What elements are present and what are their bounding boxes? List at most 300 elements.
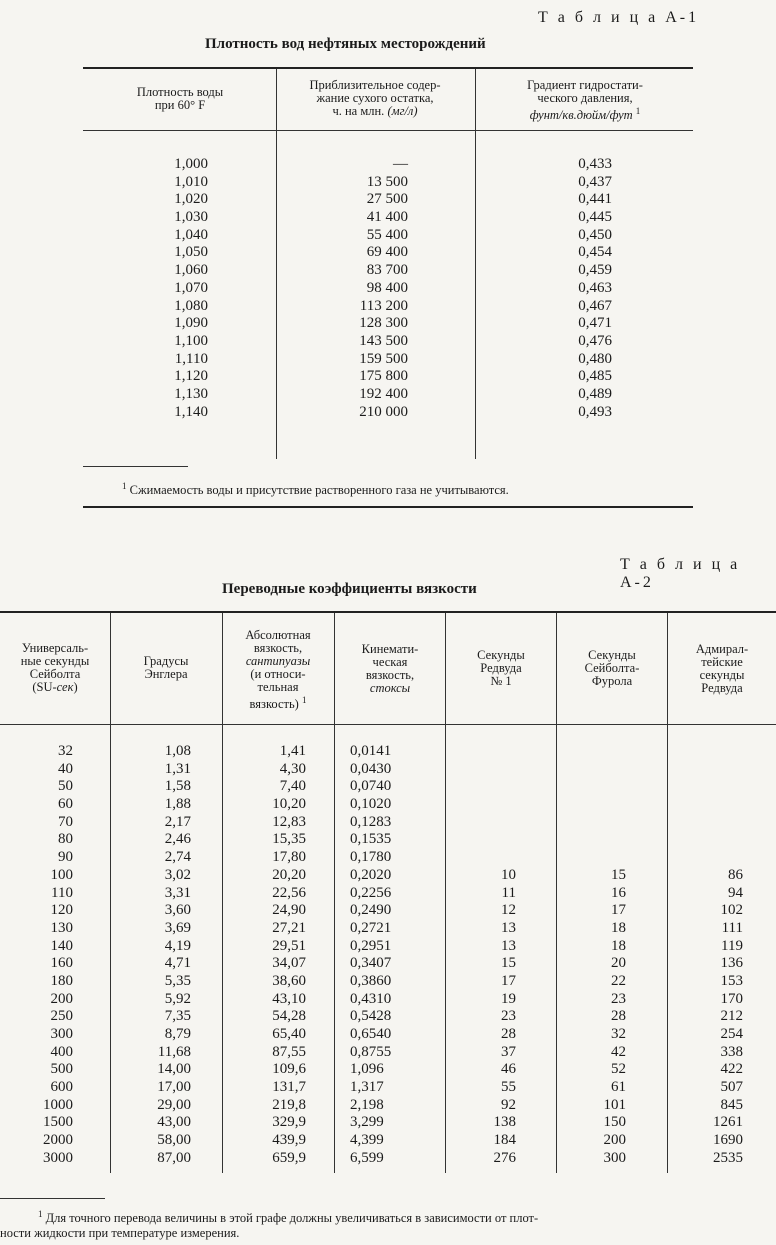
table2-header-su-seconds (2, 642, 108, 694)
table-cell: 0,441 (578, 191, 612, 208)
table-cell: 439,9 (272, 1132, 306, 1149)
table-cell: 1,41 (279, 743, 306, 759)
table-cell: 300 (603, 1149, 626, 1166)
table-cell: 200 (603, 1132, 626, 1149)
table-cell: 0,2721 (350, 919, 392, 936)
table-cell: 60 (58, 796, 73, 813)
table-cell: 150 (603, 1114, 626, 1131)
table-cell: 128 300 (359, 315, 408, 332)
table-cell: 29,00 (157, 1096, 191, 1113)
table2-header-admiralty (669, 643, 775, 695)
table-cell: 3,299 (350, 1114, 384, 1131)
table-cell: 0,489 (578, 385, 612, 402)
table-cell (580, 814, 626, 832)
table-cell: 50 (58, 778, 73, 795)
table2-footnote (0, 1207, 776, 1241)
table-cell: — (393, 156, 408, 172)
table-cell: 87,00 (157, 1149, 191, 1166)
table2-footnote-rule (0, 1198, 105, 1199)
table1-col-divider-2 (475, 69, 476, 459)
table-cell: 143 500 (359, 332, 408, 349)
table1-header-gradient-line1: Градиент гидростати- (527, 78, 643, 92)
table-cell: 1,88 (164, 796, 191, 813)
table-cell: 28 (611, 1008, 626, 1025)
table-cell: 659,9 (272, 1149, 306, 1166)
table-cell: 65,40 (272, 1026, 306, 1042)
table1-footnote-text: Сжимаемость воды и присутствие растворенного газа не учитываются. (129, 483, 509, 498)
table-cell: 2,17 (164, 813, 191, 830)
table-cell: 54,28 (272, 1008, 306, 1025)
table2-footnote-line1 (0, 1207, 776, 1226)
table2-header-abs-visc (224, 629, 332, 711)
table-cell: 184 (493, 1132, 516, 1149)
table-cell: 0,471 (578, 315, 612, 332)
table-cell: 109,6 (272, 1061, 306, 1078)
table-cell: 0,0740 (350, 778, 392, 795)
table2-header-su-line3: Сейболта (29, 667, 81, 681)
table-cell: 100 (50, 866, 73, 883)
table-cell: 28 (501, 1026, 516, 1042)
table1-header-rule (83, 130, 693, 131)
table-cell: 101 (603, 1096, 626, 1113)
table-cell: 22 (611, 972, 626, 989)
table-cell: 136 (720, 955, 743, 972)
table-cell: 4,19 (164, 937, 191, 954)
table-cell (580, 849, 626, 867)
table-cell: 2,74 (164, 849, 191, 866)
table-cell: 0,4310 (350, 990, 392, 1007)
table-cell: 1261 (713, 1114, 743, 1131)
table2-top-rule (0, 611, 776, 613)
table-cell: 1,080 (174, 297, 208, 314)
table-cell: 37 (501, 1043, 516, 1060)
table2-header-su-unit-c: ) (73, 680, 78, 694)
table-cell: 7,40 (279, 778, 306, 795)
table-cell: 12 (501, 902, 516, 919)
table-cell: 55 (501, 1079, 516, 1096)
table-cell: 1,060 (174, 262, 208, 279)
table2-header-kin-unit: стоксы (369, 681, 411, 695)
table-cell: 1,58 (164, 778, 191, 795)
table-cell: 0,454 (578, 244, 612, 261)
table1-header-gradient-unit: фунт/кв.дюйм/фут (529, 108, 633, 123)
table-cell: 29,51 (272, 937, 306, 954)
table-cell: 0,8755 (350, 1043, 392, 1060)
table-cell: 22,56 (272, 884, 306, 901)
table-cell: 1,31 (164, 760, 191, 777)
table1-header-residue (280, 79, 470, 118)
table-cell: 3,60 (164, 902, 191, 919)
table2-column-furol (580, 743, 626, 1168)
table-cell: 17,80 (272, 849, 306, 866)
table-cell: 43,10 (272, 990, 306, 1007)
table-cell: 0,480 (578, 350, 612, 367)
table2-header-admiralty-line2: тейские (701, 655, 743, 669)
table2-col-divider-1 (110, 613, 111, 1173)
table2-header-abs-line5: тельная (257, 680, 299, 694)
table-cell: 23 (611, 990, 626, 1007)
table-cell: 1,140 (174, 403, 208, 420)
table-cell: 58,00 (157, 1132, 191, 1149)
table-cell: 86 (728, 866, 743, 883)
table-cell: 16 (611, 884, 626, 901)
table2-col-divider-4 (445, 613, 446, 1173)
table-cell: 83 700 (366, 262, 408, 279)
table-cell: 1,070 (174, 279, 208, 296)
table2-header-redwood-line2: Редвуда (480, 661, 522, 675)
table-cell: 1000 (43, 1096, 73, 1113)
table-cell: 13 500 (366, 173, 408, 190)
table-cell: 61 (611, 1079, 626, 1096)
table-cell: 0,2256 (350, 884, 392, 901)
table1-header-residue-line2: жание сухого остатка, (316, 91, 434, 105)
table-cell: 0,459 (578, 262, 612, 279)
table2-header-abs-line1: Абсолютная (245, 628, 311, 642)
table2-header-furol (558, 649, 666, 688)
table-cell: 1,100 (174, 332, 208, 349)
table-cell: 507 (720, 1079, 743, 1096)
table1-number: Т а б л и ц а А-1 (538, 9, 700, 26)
table-cell: 102 (720, 902, 743, 919)
table2-footnote-text1: Для точного перевода величины в этой графе должны увеличиваться в зависимости от плот- (45, 1211, 539, 1226)
table-cell (690, 849, 743, 867)
table1-header-residue-line1: Приблизительное содер- (309, 78, 441, 92)
table1-header-gradient-line2: ческого давления, (537, 91, 633, 105)
table2-header-su-unit-b: сек (56, 680, 74, 694)
table2-header-admiralty-line1: Адмирал- (695, 642, 749, 656)
table-cell: 92 (501, 1096, 516, 1113)
table2-footnote-line2: ности жидкости при температуре измерения. (0, 1226, 240, 1241)
table-cell: 34,07 (272, 955, 306, 972)
table2-header-su-line4 (2, 681, 108, 694)
table1-footnote-mark: 1 (122, 481, 127, 491)
table-cell: 1,050 (174, 244, 208, 261)
table-cell: 2535 (713, 1149, 743, 1166)
table2-header-redwood-line3: № 1 (490, 674, 512, 688)
table-cell: 180 (50, 972, 73, 989)
table-cell: 14,00 (157, 1061, 191, 1078)
table2-header-kin-visc (336, 643, 444, 695)
table-cell (470, 796, 516, 814)
table1-header-density (90, 86, 270, 112)
table-cell: 0,437 (578, 173, 612, 190)
table-cell: 90 (58, 849, 73, 866)
table-cell: 94 (728, 884, 743, 901)
table2-col-divider-5 (556, 613, 557, 1173)
table-cell: 42 (611, 1043, 626, 1060)
table-cell: 0,0430 (350, 760, 392, 777)
table1-header-density-line2: при 60° F (154, 98, 206, 112)
table-cell: 1690 (713, 1132, 743, 1149)
table-cell: 24,90 (272, 902, 306, 919)
table-cell: 3,02 (164, 866, 191, 883)
table-cell: 2,46 (164, 831, 191, 848)
table1-column-residue (330, 156, 408, 421)
table2-header-furol-line2: Сейболта- (584, 661, 640, 675)
table-cell: 17 (501, 972, 516, 989)
table1-header-gradient (480, 79, 690, 122)
table-cell: 119 (721, 937, 743, 954)
table-cell: 1,317 (350, 1079, 384, 1096)
table-cell: 219,8 (272, 1096, 306, 1113)
table-cell: 0,1780 (350, 849, 392, 866)
table-cell (470, 778, 516, 796)
table-cell: 87,55 (272, 1043, 306, 1060)
table-cell (580, 831, 626, 849)
table-cell: 845 (720, 1096, 743, 1113)
table-cell: 138 (493, 1114, 516, 1131)
table-cell: 1,010 (174, 173, 208, 190)
table-cell: 20,20 (272, 866, 306, 883)
table2-header-abs-unit: сантипуазы (245, 654, 311, 668)
table-cell: 18 (611, 937, 626, 954)
table-cell: 210 000 (359, 403, 408, 420)
table-cell: 300 (50, 1026, 73, 1042)
table-cell: 1500 (43, 1114, 73, 1131)
table2-header-kin-line1: Кинемати- (361, 642, 419, 656)
table2-header-engler-line1: Градусы (143, 654, 189, 668)
table-cell: 159 500 (359, 350, 408, 367)
table-cell: 0,0141 (350, 743, 392, 759)
table1-col-divider-1 (276, 69, 277, 459)
table1-header-residue-line3 (280, 105, 470, 118)
table2-header-engler (112, 655, 220, 681)
table-cell: 10,20 (272, 796, 306, 813)
table-cell: 69 400 (366, 244, 408, 261)
table2-header-abs-line6 (224, 694, 332, 711)
table-cell: 15 (501, 955, 516, 972)
table-cell: 41 400 (366, 209, 408, 226)
table2-header-furol-line3: Фурола (591, 674, 633, 688)
table-cell: 422 (720, 1061, 743, 1078)
table2-header-redwood-line1: Секунды (477, 648, 525, 662)
table-cell: 0,5428 (350, 1008, 392, 1025)
table2-header-engler-line2: Энглера (144, 667, 188, 681)
table-cell: 120 (50, 902, 73, 919)
table-cell (580, 743, 626, 761)
table-cell (470, 743, 516, 761)
table-cell: 15 (611, 866, 626, 883)
table-cell: 0,2490 (350, 902, 392, 919)
table-cell (690, 761, 743, 779)
table-cell: 140 (50, 937, 73, 954)
table-cell: 98 400 (366, 279, 408, 296)
table-cell: 0,485 (578, 368, 612, 385)
table-cell: 0,450 (578, 226, 612, 243)
table-cell: 19 (501, 990, 516, 1007)
table2-header-abs-text: вязкость) (249, 697, 299, 712)
table-cell (580, 778, 626, 796)
table-cell: 3000 (43, 1149, 73, 1166)
table-cell: 0,1535 (350, 831, 392, 848)
table-cell: 1,020 (174, 191, 208, 208)
table-cell: 38,60 (272, 972, 306, 989)
table-cell: 10 (501, 866, 516, 883)
table-cell: 0,467 (578, 297, 612, 314)
table2-header-kin-line2: ческая (372, 655, 408, 669)
table-cell: 17 (611, 902, 626, 919)
table-cell: 32 (58, 743, 73, 759)
table-cell: 160 (50, 955, 73, 972)
table2-header-admiralty-line4: Редвуда (701, 681, 743, 695)
table-cell: 40 (58, 760, 73, 777)
table-cell: 110 (51, 884, 73, 901)
table-cell (690, 778, 743, 796)
table-cell: 0,1283 (350, 813, 392, 830)
table-cell: 0,6540 (350, 1026, 392, 1042)
table-cell: 2,198 (350, 1096, 384, 1113)
table-cell: 23 (501, 1008, 516, 1025)
table-cell: 192 400 (359, 385, 408, 402)
table-cell: 4,399 (350, 1132, 384, 1149)
table1-header-gradient-footnote-mark: 1 (635, 106, 641, 116)
table-cell: 27 500 (366, 191, 408, 208)
table2-footnote-mark: 1 (38, 1209, 43, 1219)
table-cell: 12,83 (272, 813, 306, 830)
table-cell: 0,1020 (350, 796, 392, 813)
table-cell: 130 (50, 919, 73, 936)
table2-col-divider-6 (667, 613, 668, 1173)
table2-header-abs-line2: вязкость, (253, 641, 303, 655)
table1-header-residue-text: ч. на млн. (332, 104, 388, 118)
table-cell: 170 (720, 990, 743, 1007)
table-cell: 0,476 (578, 332, 612, 349)
table-cell (690, 814, 743, 832)
table1-header-density-line1: Плотность воды (136, 85, 224, 99)
table-cell: 11 (501, 884, 516, 901)
table2-header-kin-line4 (336, 682, 444, 695)
table2-header-abs-footnote-mark: 1 (301, 695, 307, 705)
table-cell: 4,71 (164, 955, 191, 972)
table-cell: 43,00 (157, 1114, 191, 1131)
table-cell: 1,130 (174, 385, 208, 402)
table2-header-abs-line4: (и относи- (250, 667, 306, 681)
table-cell: 1,120 (174, 368, 208, 385)
table-cell: 254 (720, 1026, 743, 1042)
table-cell: 500 (50, 1061, 73, 1078)
table-cell: 0,493 (578, 403, 612, 420)
table1-footnote (122, 479, 509, 498)
table-cell: 338 (720, 1043, 743, 1060)
table-cell (470, 761, 516, 779)
table-cell: 27,21 (272, 919, 306, 936)
table2-header-su-line1: Универсаль- (21, 641, 89, 655)
table-cell: 0,2020 (350, 866, 392, 883)
table-cell: 0,3860 (350, 972, 392, 989)
table-cell: 2000 (43, 1132, 73, 1149)
table2-col-divider-3 (334, 613, 335, 1173)
table-cell (580, 761, 626, 779)
table-cell (690, 743, 743, 761)
table-cell (690, 796, 743, 814)
table2-header-furol-line1: Секунды (588, 648, 636, 662)
table-cell: 1,096 (350, 1061, 384, 1078)
table-cell: 20 (611, 955, 626, 972)
table-cell: 55 400 (366, 226, 408, 243)
table2-header-redwood1 (447, 649, 555, 688)
table2-column-abs-visc (240, 743, 306, 1168)
table1-top-rule (83, 67, 693, 69)
table1-footnote-rule (83, 466, 188, 467)
table2-header-su-unit-a: (SU- (32, 680, 57, 694)
table-cell: 1,090 (174, 315, 208, 332)
table2-column-redwood1 (470, 743, 516, 1168)
table-cell: 70 (58, 813, 73, 830)
table-cell: 113 200 (359, 297, 408, 314)
table-cell: 0,433 (578, 156, 612, 172)
table1-title: Плотность вод нефтяных месторождений (205, 36, 486, 52)
table-cell: 400 (50, 1043, 73, 1060)
table2-header-admiralty-line3: секунды (699, 668, 745, 682)
table-cell: 1,040 (174, 226, 208, 243)
table2-column-kin-visc (350, 743, 420, 1168)
table-cell: 276 (493, 1149, 516, 1166)
table2-header-rule (0, 724, 776, 725)
table1-column-density (140, 156, 208, 421)
table-cell: 250 (50, 1008, 73, 1025)
table-cell: 3,31 (164, 884, 191, 901)
table2-number: Т а б л и ц а А-2 (620, 556, 741, 591)
table-cell (580, 796, 626, 814)
table1-bottom-rule (83, 506, 693, 508)
table-cell: 0,3407 (350, 955, 392, 972)
table-cell: 0,463 (578, 279, 612, 296)
table-cell: 200 (50, 990, 73, 1007)
table2-column-admiralty (690, 743, 743, 1168)
table-cell: 46 (501, 1061, 516, 1078)
table-cell: 32 (611, 1026, 626, 1042)
table1-header-residue-unit: (мг/л) (387, 104, 418, 118)
table-cell: 175 800 (359, 368, 408, 385)
table-cell: 0,445 (578, 209, 612, 226)
table-cell: 5,35 (164, 972, 191, 989)
table-cell: 13 (501, 937, 516, 954)
table-cell: 3,69 (164, 919, 191, 936)
table2-column-engler (140, 743, 191, 1168)
table-cell: 329,9 (272, 1114, 306, 1131)
table2-header-kin-line3: вязкость, (365, 668, 415, 682)
table-cell: 7,35 (164, 1008, 191, 1025)
table-cell: 17,00 (157, 1079, 191, 1096)
table-cell: 6,599 (350, 1149, 384, 1166)
table-cell: 5,92 (164, 990, 191, 1007)
table2-col-divider-2 (222, 613, 223, 1173)
table2-column-su-seconds (20, 743, 73, 1168)
table-cell: 1,030 (174, 209, 208, 226)
table-cell: 15,35 (272, 831, 306, 848)
table-cell: 52 (611, 1061, 626, 1078)
table-cell: 4,30 (279, 760, 306, 777)
table2-header-su-line2: ные секунды (20, 654, 90, 668)
table-cell: 1,08 (164, 743, 191, 759)
table-cell: 11,68 (157, 1043, 191, 1060)
table-cell: 131,7 (272, 1079, 306, 1096)
table-cell: 111 (721, 919, 743, 936)
table-cell: 153 (720, 972, 743, 989)
table-cell: 1,000 (174, 156, 208, 172)
table-cell: 600 (50, 1079, 73, 1096)
table-cell: 18 (611, 919, 626, 936)
table-cell: 80 (58, 831, 73, 848)
table-cell (470, 814, 516, 832)
table-cell: 8,79 (164, 1026, 191, 1042)
table2-title: Переводные коэффициенты вязкости (222, 581, 477, 597)
table1-header-gradient-line3 (480, 105, 690, 122)
table-cell: 0,2951 (350, 937, 392, 954)
table-cell: 212 (720, 1008, 743, 1025)
table-cell (690, 831, 743, 849)
table-cell: 13 (501, 919, 516, 936)
